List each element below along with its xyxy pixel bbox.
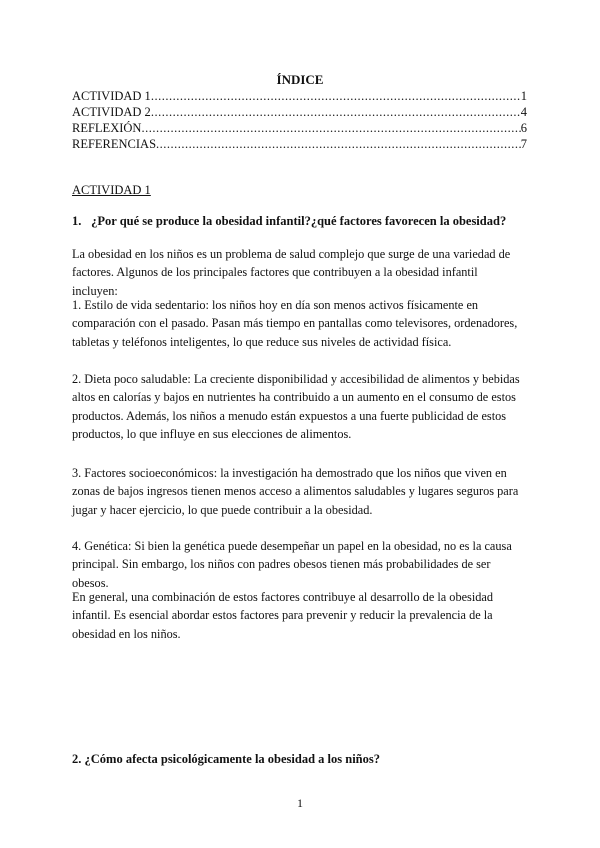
toc-entry-reflexion[interactable] (72, 120, 527, 136)
section-heading: ACTIVIDAD 1 (72, 183, 151, 197)
toc-entry-actividad-2[interactable] (72, 104, 527, 120)
question-1-number: 1. (72, 214, 82, 228)
question-2-heading: 2. ¿Cómo afecta psicológicamente la obesidad a los niños? (72, 752, 380, 766)
question-1-text: ¿Por qué se produce la obesidad infantil?¿qué factores favorecen la obesidad? (91, 214, 507, 228)
toc-entry-label: ACTIVIDAD 1 (72, 89, 151, 103)
body-paragraph: 3. Factores socioeconómicos: la investigación ha demostrado que los niños que viven en zonas de bajos ingresos tienen menos acceso a alimentos saludables y lugares seguros para jugar y hacer ejercicio, lo que puede contribuir a la obesidad. (72, 466, 519, 517)
toc-entry-label: REFLEXIÓN (72, 121, 142, 135)
toc-entry-page: 4 (520, 105, 527, 119)
toc-dot-leader (156, 136, 521, 152)
toc-entry-page: 6 (520, 121, 527, 135)
toc-entry-label: REFERENCIAS (72, 137, 157, 151)
body-paragraph: En general, una combinación de estos factores contribuye al desarrollo de la obesidad infantil. Es esencial abordar estos factores para prevenir y reducir la prevalencia de la obesidad en los niños. (72, 590, 494, 641)
toc-entry-page: 7 (520, 137, 527, 151)
body-paragraph: La obesidad en los niños es un problema de salud complejo que surge de una variedad de factores. Algunos de los principales factores que contribuyen a la obesidad infantil incluyen: (72, 247, 511, 298)
body-paragraph: 1. Estilo de vida sedentario: los niños hoy en día son menos activos físicamente en comparación con el pasado. Pasan más tiempo en pantallas como televisores, ordenadores, tabletas y teléfonos inteligentes, lo que reduce sus niveles de actividad física. (72, 298, 518, 349)
table-of-contents (72, 88, 527, 152)
question-1-heading (72, 214, 532, 229)
toc-entry-label: ACTIVIDAD 2 (72, 105, 151, 119)
toc-title: ÍNDICE (276, 72, 324, 87)
toc-dot-leader (141, 120, 520, 136)
toc-entry-actividad-1[interactable] (72, 88, 527, 104)
toc-entry-referencias[interactable] (72, 136, 527, 152)
toc-entry-page: 1 (520, 89, 527, 103)
toc-dot-leader (151, 104, 521, 120)
toc-dot-leader (151, 88, 521, 104)
page-number: 1 (297, 796, 303, 810)
body-paragraph: 2. Dieta poco saludable: La creciente disponibilidad y accesibilidad de alimentos y bebidas altos en calorías y bajos en nutrientes ha contribuido a un aumento en el consumo de estos productos. Además, los niños a menudo están expuestos a una fuerte publicidad de estos productos, lo que influye en sus elecciones de alimentos. (72, 372, 520, 441)
body-paragraph: 4. Genética: Si bien la genética puede desempeñar un papel en la obesidad, no es la causa principal. Sin embargo, los niños con padres obesos tienen más probabilidades de ser obesos. (72, 539, 512, 590)
